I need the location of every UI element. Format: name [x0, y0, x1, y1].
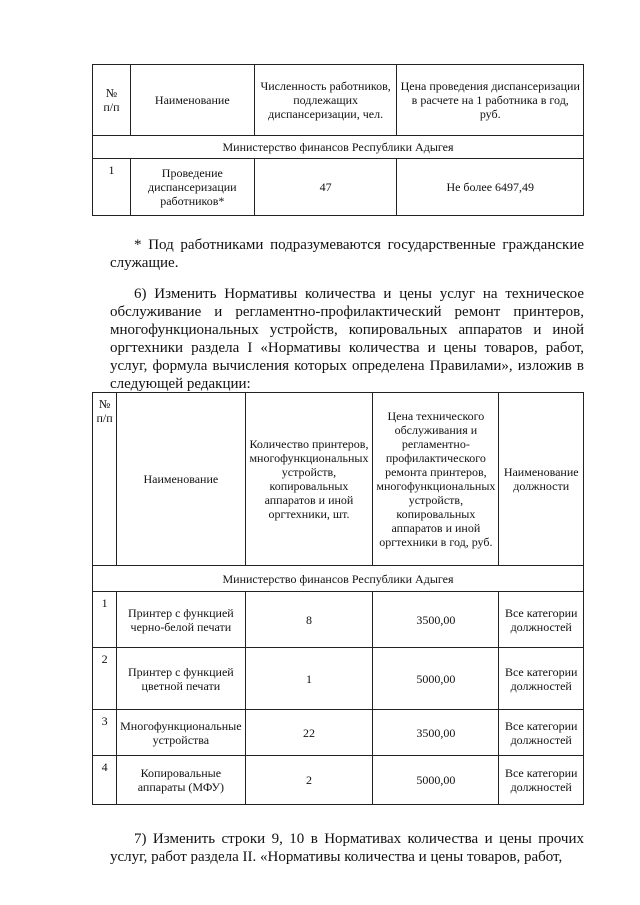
section-title: Министерство финансов Республики Адыгея	[93, 566, 584, 592]
row-name: Принтер с функцией черно-белой печати	[117, 592, 245, 648]
section-title: Министерство финансов Республики Адыгея	[93, 136, 584, 159]
medical-exam-table	[92, 64, 584, 216]
row-name: Копировальные аппараты (МФУ)	[117, 756, 245, 805]
printer-maintenance-table	[92, 392, 584, 805]
row-count: 2	[245, 756, 373, 805]
row-count: 47	[254, 159, 397, 216]
header-count: Количество принтеров, многофункциональных устройств, копировальных аппаратов и иной оргтехники, шт.	[245, 393, 373, 566]
section-row	[93, 566, 584, 592]
table-row	[93, 710, 584, 756]
row-name: Проведение диспансеризации работников*	[130, 159, 254, 216]
row-price: 3500,00	[373, 592, 499, 648]
row-count: 1	[245, 648, 373, 710]
row-num: 1	[93, 592, 117, 648]
header-num: № п/п	[93, 393, 117, 566]
table-row	[93, 756, 584, 805]
header-position: Наименование должности	[499, 393, 584, 566]
row-num: 4	[93, 756, 117, 805]
table-row	[93, 592, 584, 648]
row-num: 1	[93, 159, 131, 216]
header-price: Цена технического обслуживания и регламентно-профилактического ремонта принтеров, многофункциональных устройств, копировальных аппаратов и иной оргтехники в год, руб.	[373, 393, 499, 566]
footnote: * Под работниками подразумеваются государственные гражданские служащие.	[110, 237, 584, 271]
header-name: Наименование	[117, 393, 245, 566]
section-row	[93, 136, 584, 159]
row-position: Все категории должностей	[499, 710, 584, 756]
table-header-row	[93, 393, 584, 566]
row-position: Все категории должностей	[499, 648, 584, 710]
row-name: Принтер с функцией цветной печати	[117, 648, 245, 710]
paragraph-7: 7) Изменить строки 9, 10 в Нормативах количества и цены прочих услуг, работ раздела II. «Нормативы количества и цены товаров, работ,	[110, 831, 584, 865]
row-num: 3	[93, 710, 117, 756]
table-header-row	[93, 65, 584, 136]
table-row	[93, 648, 584, 710]
row-price: 3500,00	[373, 710, 499, 756]
header-count: Численность работников, подлежащих диспансеризации, чел.	[254, 65, 397, 136]
row-position: Все категории должностей	[499, 756, 584, 805]
header-name: Наименование	[130, 65, 254, 136]
row-price: 5000,00	[373, 648, 499, 710]
paragraph-6: 6) Изменить Нормативы количества и цены услуг на техническое обслуживание и регламентно-профилактический ремонт принтеров, многофункциональных устройств, копировальных аппаратов и иной оргтехники раздела I «Нормативы количества и цены товаров, работ, услуг, формула вычисления которых определена Правилами», изложив в следующей редакции:	[110, 286, 584, 392]
row-count: 22	[245, 710, 373, 756]
row-price: 5000,00	[373, 756, 499, 805]
header-price: Цена проведения диспансеризации в расчете на 1 работника в год, руб.	[397, 65, 584, 136]
row-price: Не более 6497,49	[397, 159, 584, 216]
row-name: Многофункциональные устройства	[117, 710, 245, 756]
table-row	[93, 159, 584, 216]
row-count: 8	[245, 592, 373, 648]
row-num: 2	[93, 648, 117, 710]
row-position: Все категории должностей	[499, 592, 584, 648]
header-num: № п/п	[93, 65, 131, 136]
